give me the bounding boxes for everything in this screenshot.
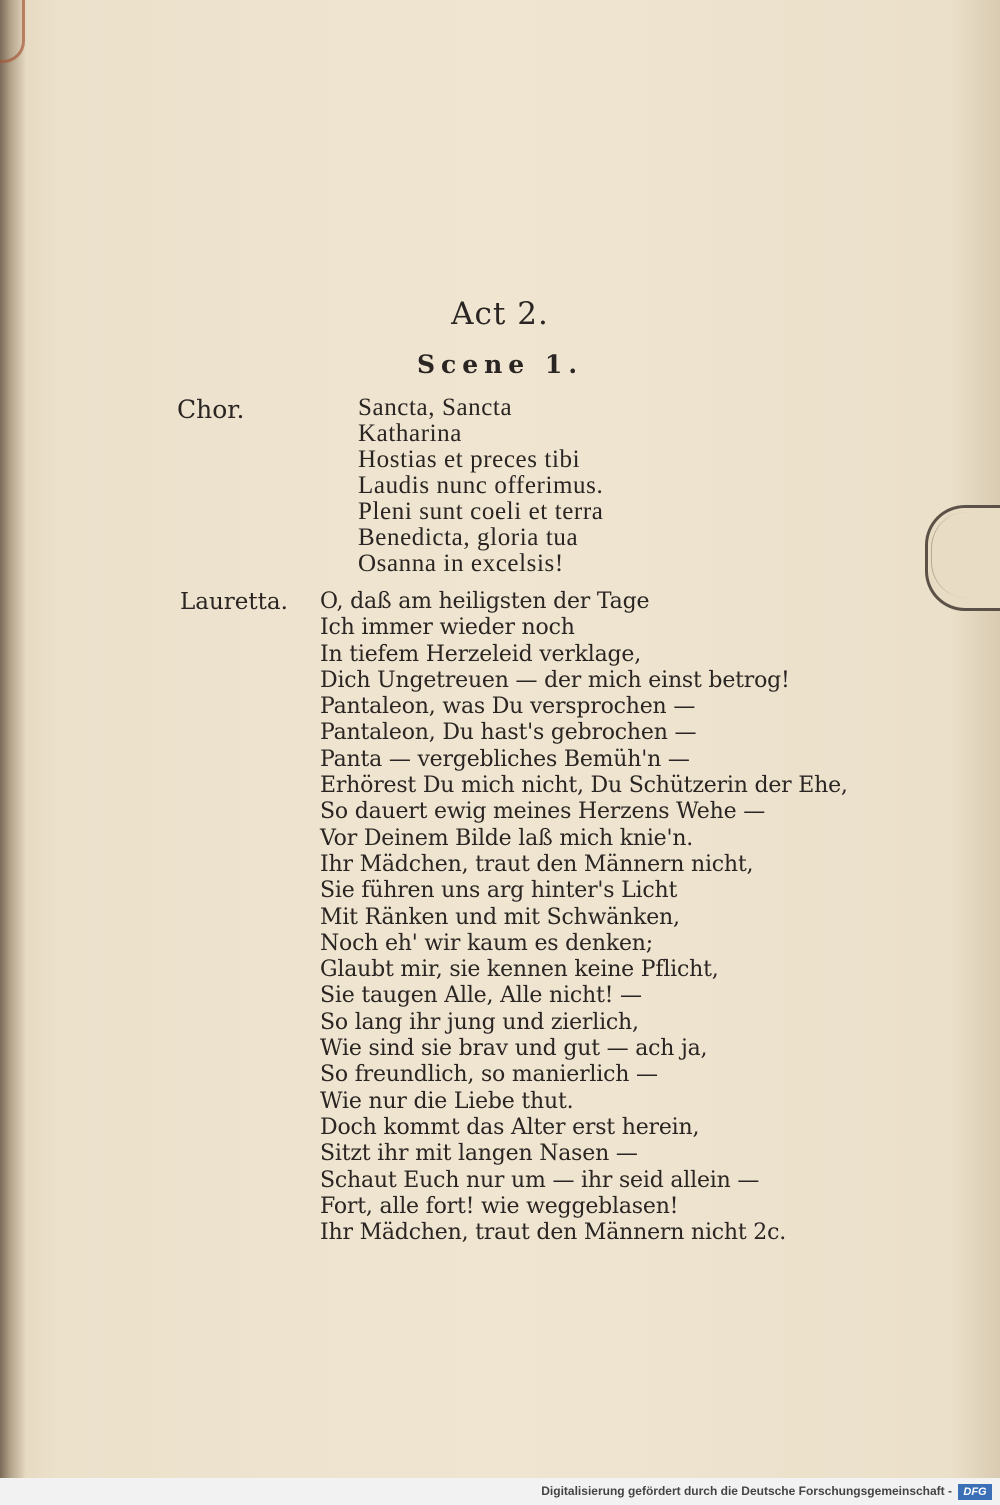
verse-line: O, daß am heiligsten der Tage [320, 589, 650, 614]
verse-line: Ihr Mädchen, traut den Männern nicht 2c. [320, 1220, 787, 1246]
bookmark-tab-inner [931, 512, 1000, 598]
verse-line: Sie taugen Alle, Alle nicht! — [320, 983, 642, 1009]
verse-line: Pantaleon, was Du versprochen — [320, 694, 696, 720]
verse-line: Hostias et preces tibi [358, 446, 581, 473]
verse-line: Osanna in excelsis! [358, 550, 564, 577]
chor-verse [358, 395, 603, 577]
verse-line: Erhörest Du mich nicht, Du Schützerin der Ehe, [320, 773, 848, 799]
verse-line: Sie führen uns arg hinter's Licht [320, 878, 678, 904]
speaker-chor: Chor. [177, 395, 245, 424]
verse-line: Katharina [358, 420, 462, 447]
dfg-logo: DFG [958, 1484, 992, 1500]
verse-line: Sancta, Sancta [358, 394, 513, 421]
verse-line: Doch kommt das Alter erst herein, [320, 1114, 700, 1140]
verse-line: So lang ihr jung und zierlich, [320, 1009, 639, 1035]
verse-line: Sitzt ihr mit langen Nasen — [320, 1141, 638, 1167]
verse-line: Wie sind sie brav und gut — ach ja, [320, 1036, 708, 1062]
verse-line: Fort, alle fort! wie weggeblasen! [320, 1193, 679, 1219]
act-title: Act 2. [451, 296, 549, 332]
verse-line: So dauert ewig meines Herzens Wehe — [320, 799, 766, 825]
verse-line: Glaubt mir, sie kennen keine Pflicht, [320, 957, 719, 983]
digitization-credit: Digitalisierung gefördert durch die Deutsche Forschungsgemeinschaft - [541, 1484, 952, 1498]
verse-line: Mit Ränken und mit Schwänken, [320, 904, 680, 930]
verse-line: Pleni sunt coeli et terra [358, 498, 604, 525]
verse-line: Vor Deinem Bilde laß mich knie'n. [320, 825, 694, 851]
speaker-lauretta: Lauretta. [180, 589, 288, 615]
lauretta-verse [320, 589, 848, 1246]
binding-shadow [0, 0, 26, 1478]
verse-line: Pantaleon, Du hast's gebrochen — [320, 720, 697, 746]
scene-title: Scene 1. [416, 350, 584, 379]
verse-line: Benedicta, gloria tua [358, 524, 579, 551]
verse-line: Dich Ungetreuen — der mich einst betrog! [320, 667, 790, 693]
verse-line: Noch eh' wir kaum es denken; [320, 930, 653, 956]
footer-bar [0, 1478, 1000, 1505]
verse-line: Ich immer wieder noch [320, 615, 575, 641]
verse-line: Ihr Mädchen, traut den Männern nicht, [320, 851, 754, 877]
verse-line: Laudis nunc offerimus. [358, 472, 604, 499]
verse-line: Schaut Euch nur um — ihr seid allein — [320, 1167, 760, 1193]
verse-line: So freundlich, so manierlich — [320, 1062, 658, 1088]
verse-line: Panta — vergebliches Bemüh'n — [320, 746, 690, 772]
verse-line: Wie nur die Liebe thut. [320, 1088, 574, 1114]
verse-line: In tiefem Herzeleid verklage, [320, 641, 642, 667]
